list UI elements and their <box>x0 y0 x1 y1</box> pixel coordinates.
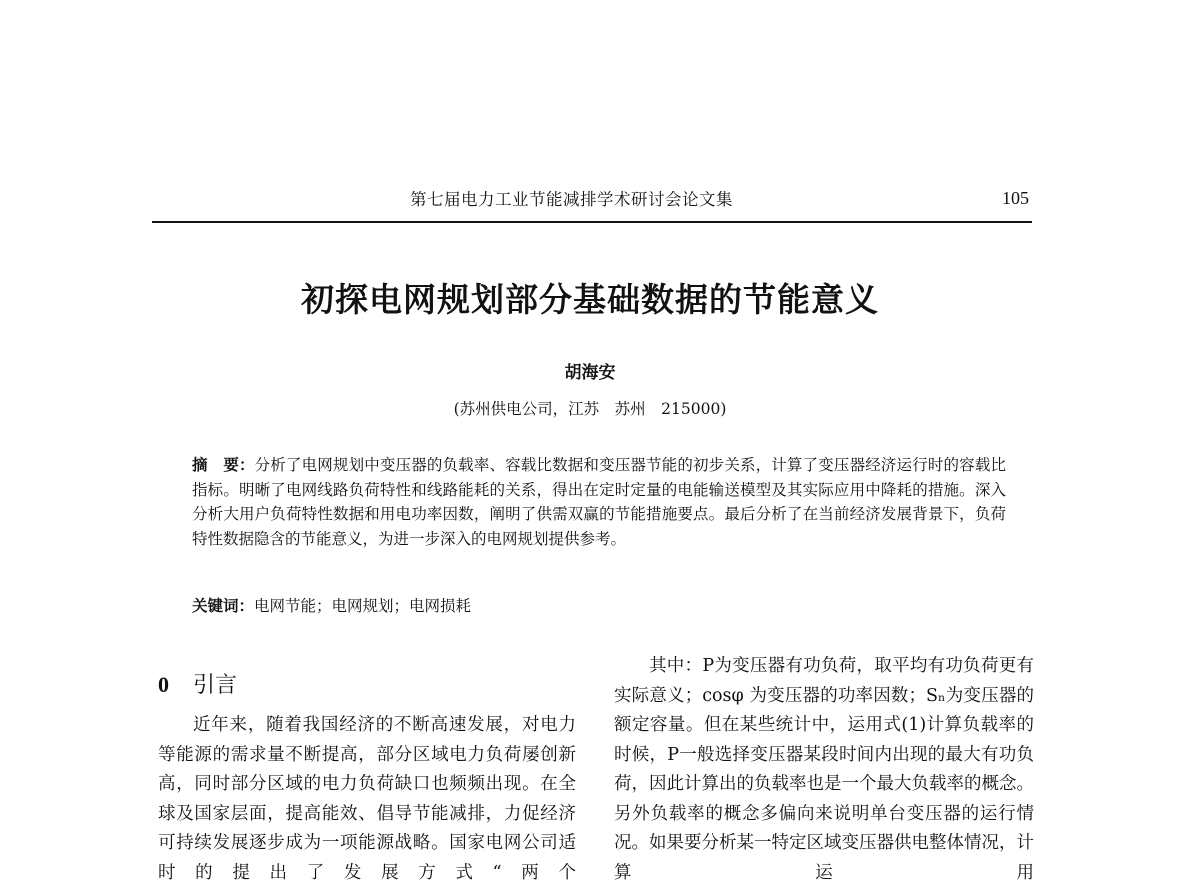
author-affiliation: (苏州供电公司，江苏 苏州 215000) <box>453 400 727 418</box>
paper-title: 初探电网规划部分基础数据的节能意义 <box>301 280 879 319</box>
section-title: 引言 <box>193 673 238 698</box>
author-name: 胡海安 <box>564 363 616 383</box>
abstract-text: 分析了电网规划中变压器的负载率、容载比数据和变压器节能的初步关系，计算了变压器经济运行时的容载比指标。明晰了电网线路负荷特性和线路能耗的关系，得出在定时定量的电能输送模型及其实际应用中降耗的措施。深入分析大用户负荷特性数据和用电功率因数，阐明了供需双赢的节能措施要点。最后分析了在当前经济发展背景下，负荷特性数据隐含的节能意义，为进一步深入的电网规划提供参考。 <box>192 456 1006 548</box>
keywords <box>192 594 1006 616</box>
abstract-label: 摘 要： <box>192 455 255 474</box>
left-column-text: 近年来，随着我国经济的不断高速发展，对电力等能源的需求量不断提高，部分区域电力负荷屡创新高，同时部分区域的电力负荷缺口也频频出现。在全球及国家层面，提高能效、倡导节能减排，力促经济可持续发展逐步成为一项能源战略。国家电网公司适时的提出了发展方式“两个 <box>158 715 576 883</box>
keywords-text: 电网节能；电网规划；电网损耗 <box>254 597 472 615</box>
abstract <box>192 453 1006 551</box>
header-rule <box>152 221 1032 223</box>
right-column-text: 其中：P为变压器有功负荷，取平均有功负荷更有实际意义；cosφ 为变压器的功率因数；Sₙ为变压器的额定容量。但在某些统计中，运用式(1)计算负载率的时候，P一般选择变压器某段时间内出现的最大有功负荷，因此计算出的负载率也是一个最大负载率的概念。另外负载率的概念多偏向来说明单台变压器的运行情况。如果要分析某一特定区域变压器供电整体情况，计算运用 <box>614 656 1034 883</box>
keywords-label: 关键词： <box>192 596 255 615</box>
running-title: 第七届电力工业节能减排学术研讨会论文集 <box>410 190 733 209</box>
section-number: 0 <box>158 672 169 697</box>
page-number: 105 <box>1002 188 1029 208</box>
section-heading <box>158 668 237 699</box>
